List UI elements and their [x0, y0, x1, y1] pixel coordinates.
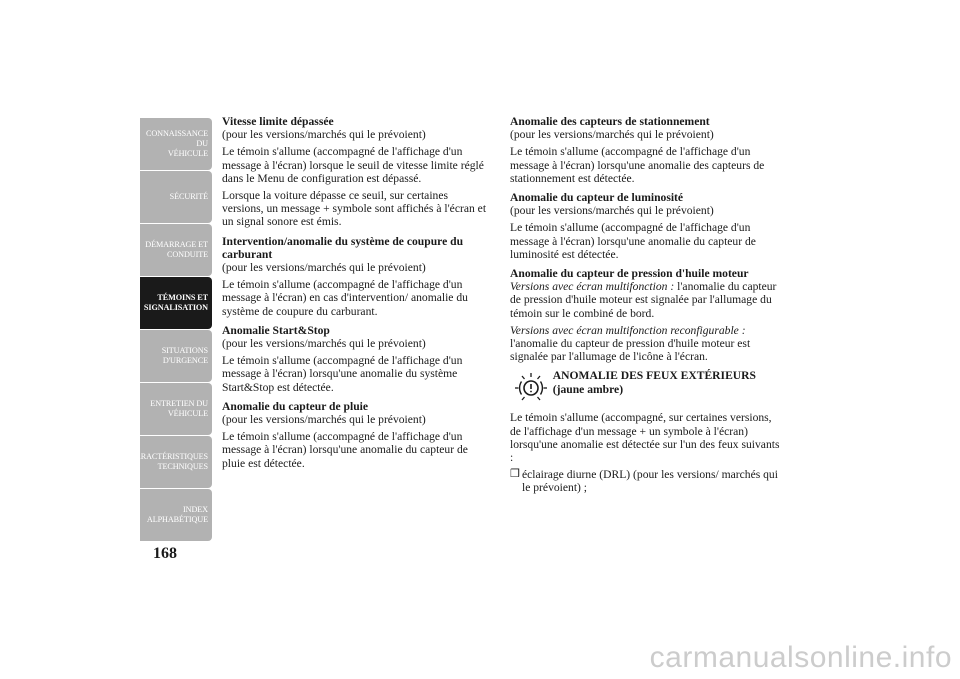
section-subtitle: (pour les versions/marchés qui le prévoient) [222, 337, 426, 351]
section-paragraph: Le témoin s'allume (accompagné de l'affichage d'un message à l'écran) lorsqu'une anomalie du capteur de pluie est détectée. [222, 430, 468, 470]
right-column [510, 115, 780, 495]
tab-situations-d-urgence[interactable]: SITUATIONS D'URGENCE [140, 330, 212, 382]
section-paragraph: Le témoin s'allume (accompagné de l'affichage d'un message à l'écran) lorsqu'une anomalie du système Start&Stop est détectée. [222, 354, 463, 394]
tab-connaissance-du-vehicule[interactable]: CONNAISSANCE DU VÉHICULE [140, 118, 212, 170]
tab-demarrage-et-conduite[interactable]: DÉMARRAGE ET CONDUITE [140, 224, 212, 276]
section-heading: Anomalie du capteur de pression d'huile moteur [510, 267, 749, 281]
section-paragraph: Le témoin s'allume (accompagné de l'affichage d'un message à l'écran) lorsque le seuil de vitesse limite réglé dans le Menu de configuration est dépassé. [222, 145, 484, 185]
section-paragraph: Le témoin s'allume (accompagné de l'affichage d'un message à l'écran) lorsqu'une anomalie du capteur de luminosité est détectée. [510, 221, 756, 261]
tab-caracteristiques-techniques[interactable]: CARACTÉRISTIQUES TECHNIQUES [140, 436, 212, 488]
exterior-lights-warning-icon [510, 369, 553, 403]
section-paragraph: Lorsque la voiture dépasse ce seuil, sur certaines versions, un message + symbole sont affichés à l'écran et un signal sonore est émis. [222, 189, 487, 229]
section-heading: Anomalie du capteur de pluie [222, 399, 369, 413]
section-paragraph [510, 280, 780, 320]
version-text: l'anomalie du capteur de pression d'huile moteur est signalée par l'allumage du témoin sur le combiné de bord. [510, 280, 777, 320]
tab-temoins-et-signalisation[interactable]: TÉMOINS ET SIGNALISATION [140, 277, 212, 329]
section-paragraph: Le témoin s'allume (accompagné de l'affichage d'un message à l'écran) en cas d'intervention/ anomalie du système de coupure du carburant. [222, 278, 468, 318]
list-item [510, 468, 780, 494]
section-paragraph: Le témoin s'allume (accompagné de l'affichage d'un message à l'écran) lorsqu'une anomalie des capteurs de stationnement est détectée. [510, 145, 765, 185]
version-text: l'anomalie du capteur de pression d'huile moteur est signalée par l'allumage de l'icône à l'écran. [510, 337, 751, 364]
version-label: Versions avec écran multifonction : [510, 280, 675, 294]
section-coupure-carburant [222, 235, 492, 318]
warning-feux-exterieurs [510, 369, 780, 403]
section-paragraph [510, 324, 780, 364]
section-heading: Intervention/anomalie du système de coupure du carburant [222, 234, 464, 261]
chapter-sidebar [129, 118, 212, 542]
section-paragraph: Le témoin s'allume (accompagné, sur certaines versions, de l'affichage d'un message + un symbole à l'écran) lorsqu'une anomalie est détectée sur l'un des feux suivants : [510, 411, 780, 465]
section-subtitle: (pour les versions/marchés qui le prévoient) [222, 261, 426, 275]
section-capteur-pluie [222, 400, 492, 470]
section-pression-huile [510, 267, 780, 363]
version-label: Versions avec écran multifonction reconfigurable : [510, 323, 746, 337]
section-subtitle: (pour les versions/marchés qui le prévoient) [510, 128, 714, 142]
tab-entretien-du-vehicule[interactable]: ENTRETIEN DU VÉHICULE [140, 383, 212, 435]
warning-title: ANOMALIE DES FEUX EXTÉRIEURS (jaune ambre) [552, 369, 756, 396]
section-heading: Anomalie des capteurs de stationnement [510, 115, 710, 128]
section-subtitle: (pour les versions/marchés qui le prévoient) [222, 413, 426, 427]
checkbox-bullet-icon: ❒ [510, 468, 520, 481]
section-capteurs-stationnement [510, 115, 780, 185]
section-subtitle: (pour les versions/marchés qui le prévoient) [222, 128, 426, 142]
section-heading: Anomalie Start&Stop [222, 323, 330, 337]
tab-securite[interactable]: SÉCURITÉ [140, 171, 212, 223]
page-number: 168 [153, 545, 177, 562]
watermark: carmanualsonline.info [649, 641, 952, 674]
section-vitesse-limite [222, 115, 492, 229]
section-heading: Vitesse limite dépassée [222, 115, 334, 128]
section-subtitle: (pour les versions/marchés qui le prévoient) [510, 204, 714, 218]
section-heading: Anomalie du capteur de luminosité [510, 191, 684, 205]
section-start-stop [222, 324, 492, 394]
section-capteur-luminosite [510, 191, 780, 261]
left-column [222, 115, 492, 476]
tab-index-alphabetique[interactable]: INDEX ALPHABÉTIQUE [140, 489, 212, 541]
list-item-text: éclairage diurne (DRL) (pour les versions/ marchés qui le prévoient) ; [522, 468, 778, 495]
